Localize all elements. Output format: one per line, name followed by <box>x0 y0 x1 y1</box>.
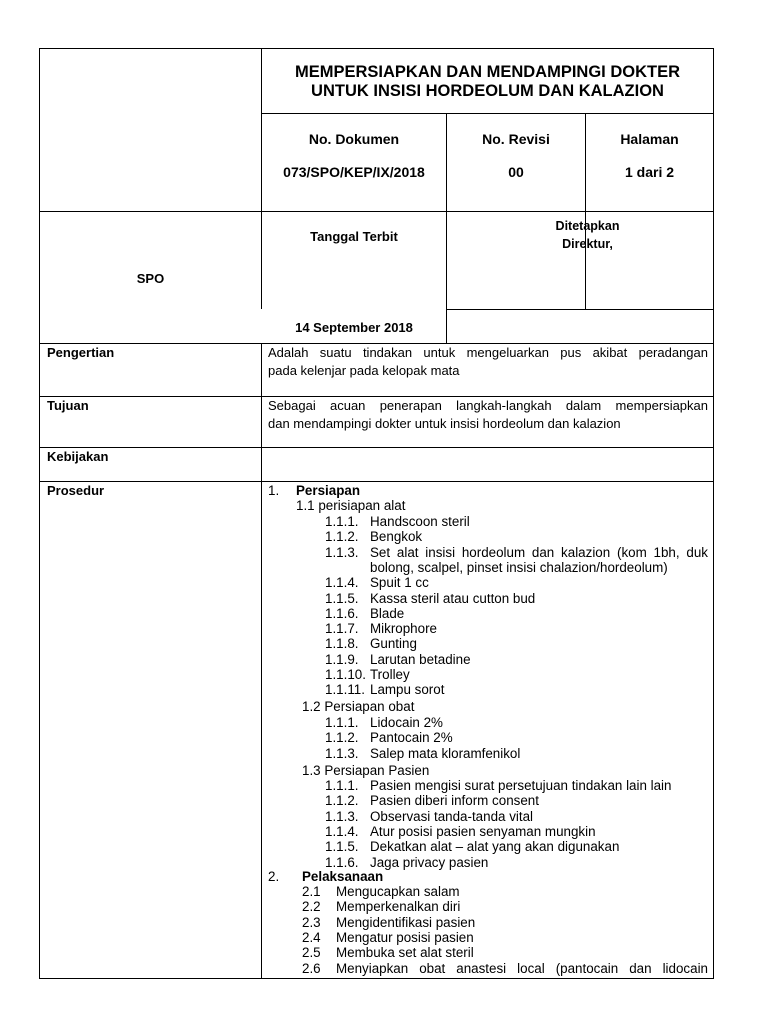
p2-number: 2. <box>268 869 280 884</box>
tujuan-label: Tujuan <box>47 398 89 413</box>
list-item-text: Mengatur posisi pasien <box>336 929 474 945</box>
list-item-number: 1.1.4. <box>325 575 359 591</box>
list-item-text: Trolley <box>370 667 410 682</box>
kebijakan-label: Kebijakan <box>47 449 109 464</box>
ditetapkan-mid-line <box>446 309 713 310</box>
no-dokumen-label: No. Dokumen <box>308 131 400 147</box>
list-item-number: 1.1.3. <box>325 745 359 761</box>
tujuan-line2: dan mendampingi dokter untuk insisi hordeolum dan kalazion <box>268 416 621 431</box>
no-revisi-label: No. Revisi <box>482 131 550 147</box>
ditetapkan-label: Ditetapkan <box>555 219 620 233</box>
list-item-text: Mengidentifikasi pasien <box>336 914 476 930</box>
p1-number: 1. <box>268 483 280 498</box>
list-item-number: 1.1.8. <box>325 636 359 652</box>
list-item-number: 1.1.6. <box>325 854 359 870</box>
border-left <box>39 48 40 978</box>
list-item-text: bolong, scalpel, pinset insisi chalazion/hordeolum) <box>370 559 668 575</box>
list-item-text: Lampu sorot <box>370 682 445 698</box>
list-item-number: 1.1.10. <box>325 667 366 682</box>
list-item-number: 1.1.1. <box>325 715 359 730</box>
ditetapkan-divider <box>446 211 447 343</box>
list-item-number: 1.1.2. <box>325 529 359 545</box>
border-right <box>713 48 714 978</box>
border-bottom <box>39 978 714 979</box>
pengertian-line1 <box>268 345 708 360</box>
list-item-text: Pasien mengisi surat persetujuan tindakan lain lain <box>370 778 672 793</box>
row-line-1 <box>39 343 714 344</box>
list-item-number: 1.1.3. <box>325 808 359 824</box>
prosedur-label: Prosedur <box>47 483 105 498</box>
p1-3-heading: 1.3 Persiapan Pasien <box>302 763 430 778</box>
list-item-text: Dekatkan alat – alat yang akan digunakan <box>370 839 620 855</box>
list-item-number: 1.1.9. <box>325 651 359 667</box>
pengertian-line2: pada kelenjar pada kelopak mata <box>268 363 460 378</box>
row-line-3 <box>39 447 714 448</box>
list-item-number: 2.3 <box>302 914 321 930</box>
list-item-text: Mikrophore <box>370 621 437 637</box>
spo-label: SPO <box>136 271 165 286</box>
list-item-text: Blade <box>370 605 405 621</box>
title-bottom-line <box>261 113 713 114</box>
no-revisi-value: 00 <box>508 164 524 180</box>
direktur-label: Direktur, <box>562 237 613 251</box>
list-item-text: Pantocain 2% <box>370 730 453 746</box>
list-item-number: 2.6 <box>302 960 321 976</box>
tujuan-text1: Sebagai acuan penerapan langkah-langkah dalam mempersiapkan <box>268 398 708 413</box>
list-item-text: Observasi tanda-tanda vital <box>370 808 534 824</box>
list-item-number: 1.1.5. <box>325 590 359 606</box>
list-item-number: 1.1.1. <box>325 514 359 529</box>
list-item-number: 1.1.2. <box>325 730 359 746</box>
pengertian-text1: Adalah suatu tindakan untuk mengeluarkan pus akibat peradangan <box>268 345 708 360</box>
doc-title-line1: MEMPERSIAPKAN DAN MENDAMPINGI DOKTER <box>294 63 680 81</box>
list-item-text: Memperkenalkan diri <box>336 899 461 915</box>
list-item-text: Membuka set alat steril <box>336 945 474 961</box>
list-item-text: Gunting <box>370 636 417 652</box>
meta-divider-1 <box>446 113 447 212</box>
list-item-text: Pasien diberi inform consent <box>370 793 539 809</box>
list-item-number: 1.1.7. <box>325 621 359 637</box>
no-dokumen-value: 073/SPO/KEP/IX/2018 <box>283 164 425 180</box>
list-item-number: 2.5 <box>302 945 321 961</box>
body-divider <box>261 343 262 978</box>
list-item-text: Jaga privacy pasien <box>370 854 489 870</box>
list-item-number: 1.1.5. <box>325 839 359 855</box>
halaman-label: Halaman <box>620 131 679 147</box>
list-item-number: 2.2 <box>302 899 321 915</box>
list-item-number: 1.1.3. <box>325 544 359 560</box>
meta-bottom-line <box>39 211 714 212</box>
row-line-2 <box>39 396 714 397</box>
list-item-text: Handscoon steril <box>370 514 470 529</box>
doc-title-line2: UNTUK INSISI HORDEOLUM DAN KALAZION <box>311 82 664 100</box>
list-item-text: Mengucapkan salam <box>336 884 460 899</box>
list-item-text: Set alat insisi hordeolum dan kalazion (kom 1bh, duk <box>370 544 708 560</box>
meta-divider-2 <box>585 113 586 212</box>
list-item-number: 2.1 <box>302 884 321 899</box>
list-item-text: Menyiapkan obat anastesi local (pantocain dan lidocain <box>336 960 708 976</box>
row-line-4 <box>39 481 714 482</box>
list-item-text: Larutan betadine <box>370 651 471 667</box>
halaman-value: 1 dari 2 <box>624 164 675 180</box>
tujuan-line1 <box>268 398 708 413</box>
p1-2-heading: 1.2 Persiapan obat <box>302 699 415 714</box>
list-item-number: 1.1.2. <box>325 793 359 809</box>
list-item-text: Kassa steril atau cutton bud <box>370 590 536 606</box>
p2-title: Pelaksanaan <box>302 869 384 884</box>
list-item-text: Atur posisi pasien senyaman mungkin <box>370 823 596 839</box>
p1-1-heading: 1.1 perisiapan alat <box>296 498 406 513</box>
list-item-number: 1.1.11. <box>325 682 365 698</box>
pengertian-label: Pengertian <box>47 345 115 360</box>
list-item-text: Lidocain 2% <box>370 715 443 730</box>
list-item-number: 1.1.6. <box>325 605 359 621</box>
list-item-number: 2.4 <box>302 929 321 945</box>
list-item-text: Bengkok <box>370 529 423 545</box>
list-item-number: 1.1.1. <box>325 778 359 793</box>
border-top <box>39 48 714 49</box>
list-item-text: Spuit 1 cc <box>370 575 429 591</box>
p1-title: Persiapan <box>296 483 361 498</box>
tanggal-terbit-value: 14 September 2018 <box>295 320 413 335</box>
tanggal-terbit-label: Tanggal Terbit <box>310 229 398 244</box>
list-item-number: 1.1.4. <box>325 823 359 839</box>
list-item-text: Salep mata kloramfenikol <box>370 745 521 761</box>
